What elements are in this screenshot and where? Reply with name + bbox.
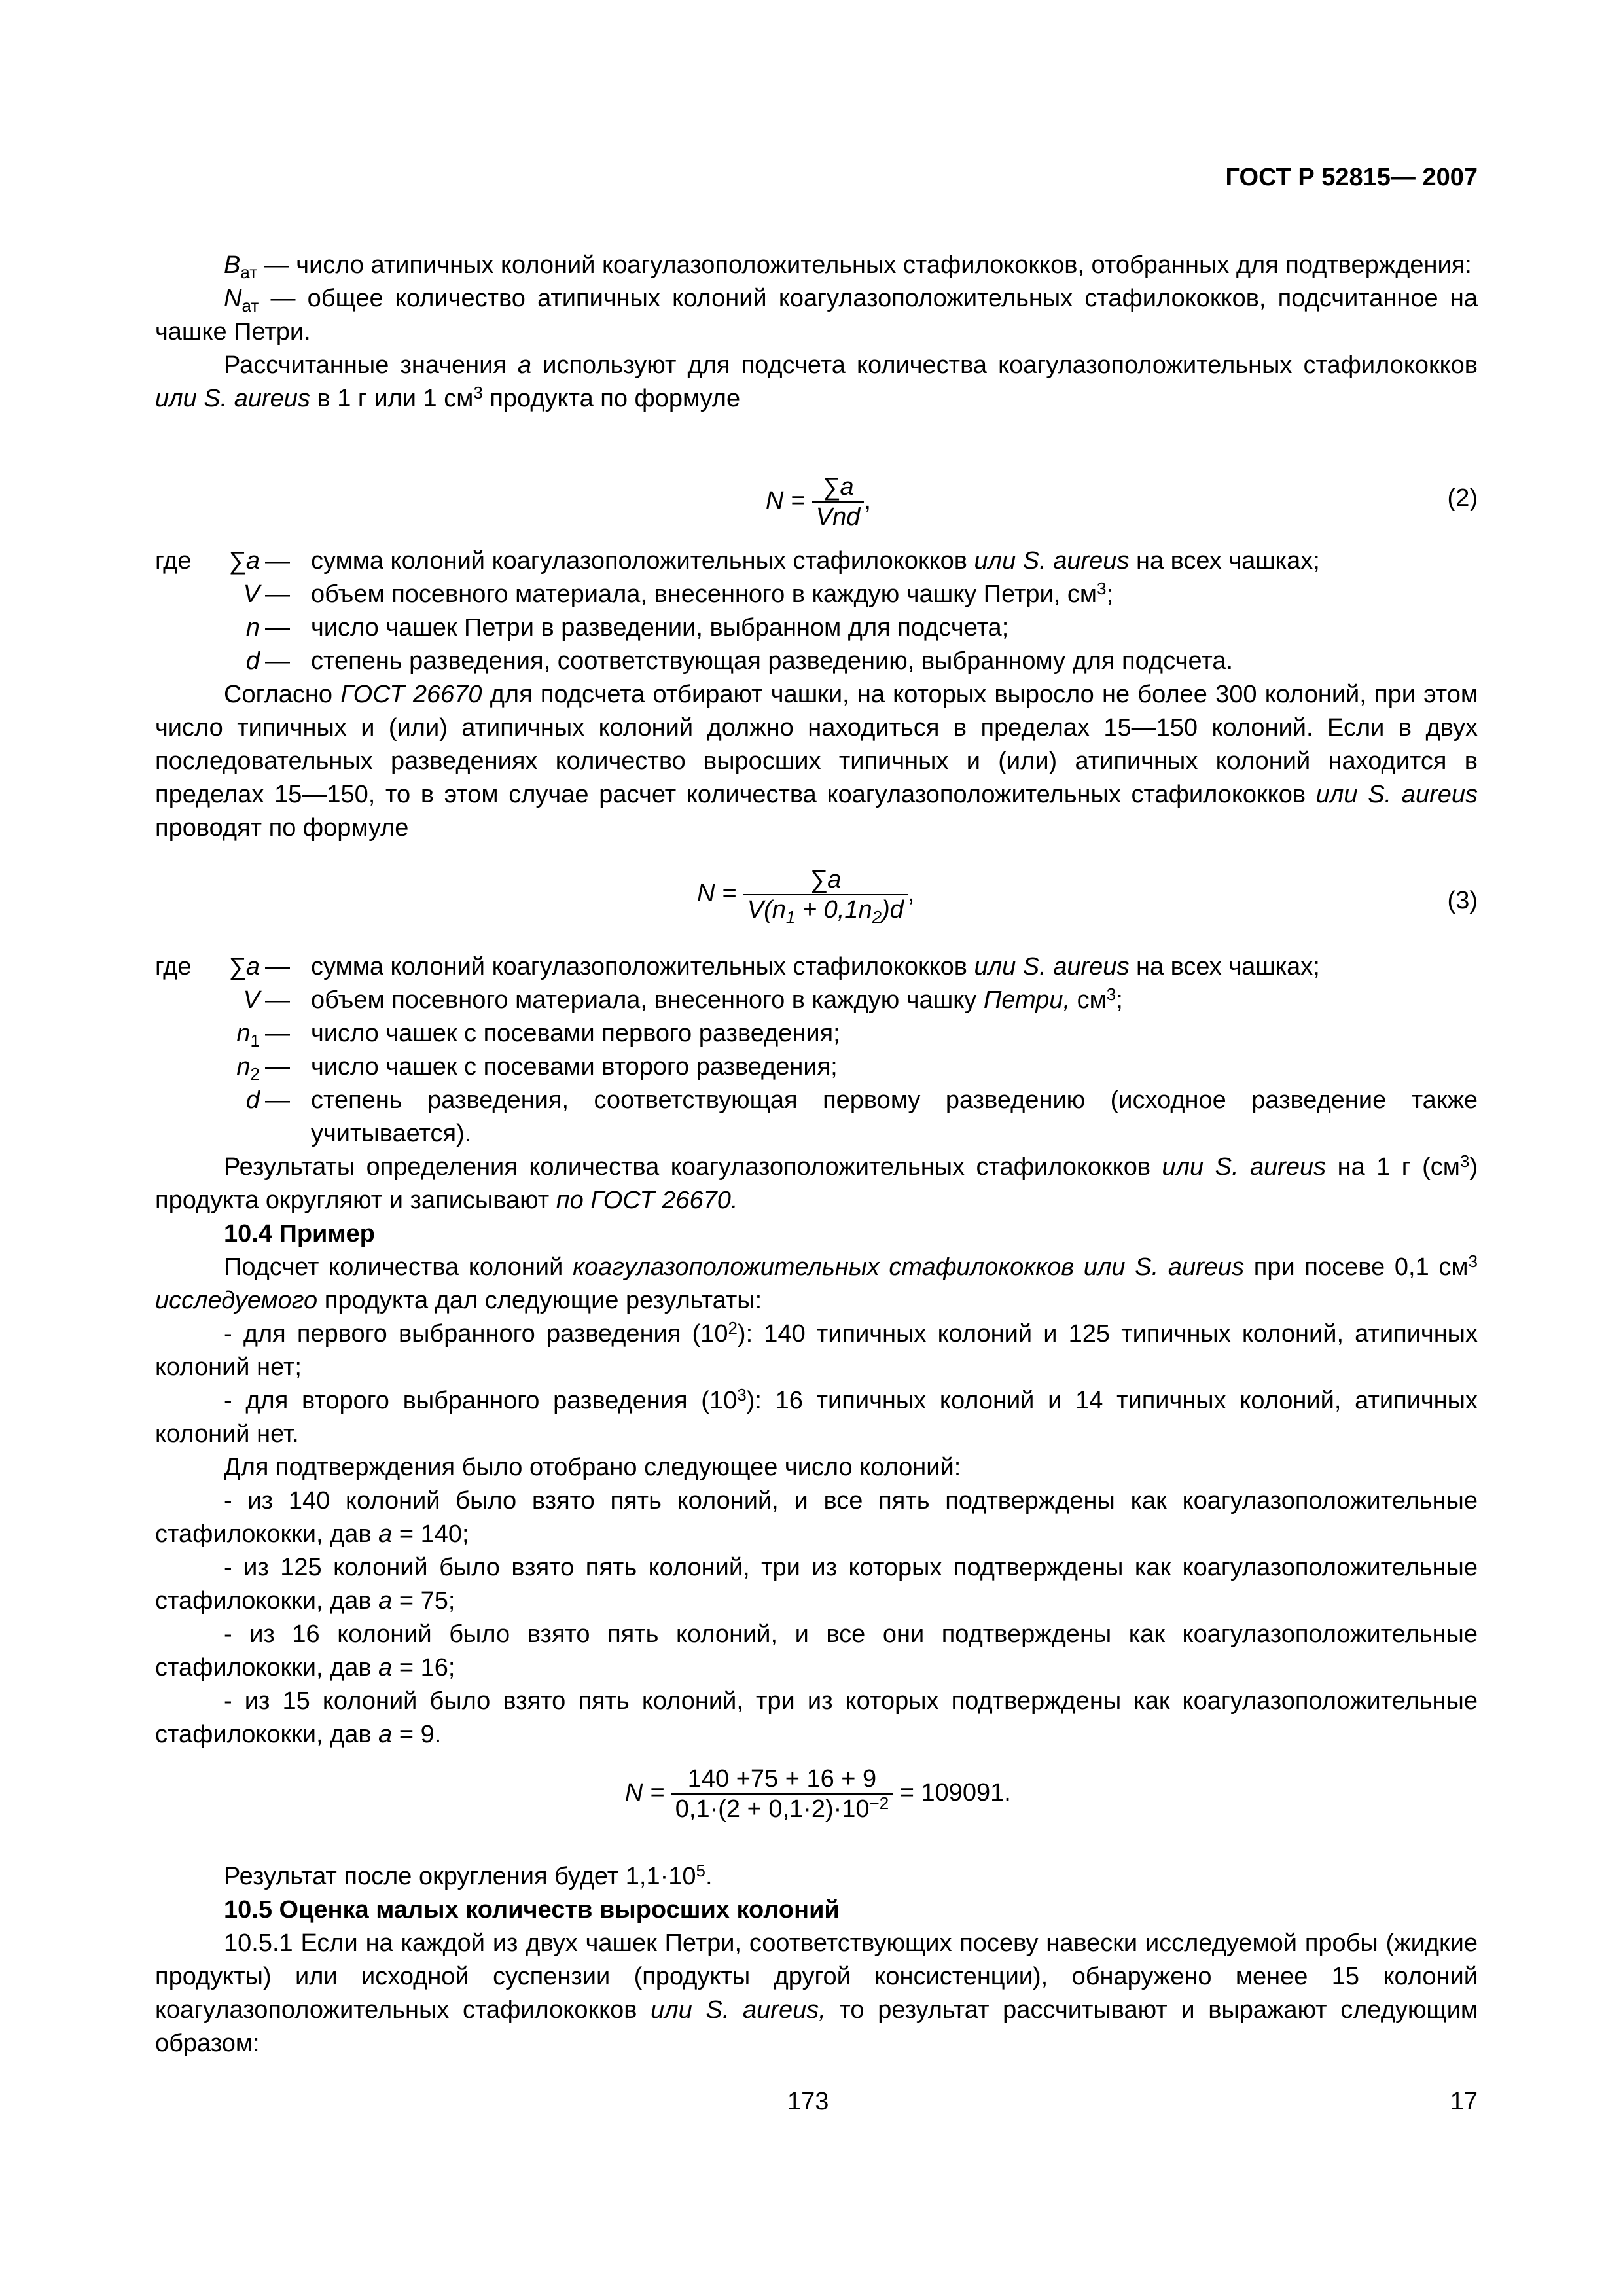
def-row: d — степень разведения, соответствующая разведению, выбранному для подсчета. [245, 647, 1234, 675]
b-definition: $B_{ат}$ — число атипичных колоний коагулазоположительных стафилококков, отобранных для подтверждения: [224, 251, 1472, 282]
results-and-example [155, 1151, 1478, 1751]
results-paragraph: Результаты определения количества коагулазоположительных стафилококков или S. aureus на 1 г $(см^3)$ продукта округляют и записывают по ГОСТ 26670. [155, 1151, 1478, 1214]
formula-3: N = $\frac{\sum а}{V(n_1 + 0,1n_2)d}$ , [697, 866, 915, 927]
example-bullet: - для первого выбранного разведения $(10^2)$: 140 типичных колоний и 125 типичных колоний, атипичных колоний нет; [155, 1318, 1478, 1381]
example-heading: 10.4 Пример [224, 1220, 375, 1247]
section-paragraph: 10.5.1 Если на каждой из двух чашек Петри, соответствующих посеву навески исследуемой пробы (жидкие продукты) или исходной суспензии (продукты другой консистенции), обнаружено менее 15 колоний коагулазоположительных стафилококков или S. aureus, то результат рассчитывают и выражают следующим образом: [155, 1929, 1478, 2057]
example-intro: Подсчет количества колоний коагулазоположительных стафилококков или S. aureus при посеве 0,1 $см^3$ исследуемого продукта дал следующие результаты: [155, 1251, 1478, 1314]
def-row: V — объем посевного материала, внесенного в каждую чашку Петри, $см^3$; [243, 984, 1123, 1014]
standard-header: ГОСТ Р 52815— 2007 [1225, 164, 1478, 191]
formula-2: N = $\frac{\sum а}{\text{Vnd}}$ , [766, 473, 871, 531]
def-row: где ∑а — сумма колоний коагулазоположительных стафилококков или S. aureus на всех чашках; [155, 547, 1320, 575]
confirm-line: Для подтверждения было отобрано следующее число колоний: [224, 1454, 961, 1481]
rounded-result: Результат после округления будет $1,1\cdot 10^5$. [224, 1861, 713, 1890]
page-number-center: 173 [787, 2088, 829, 2115]
gost-paragraph: Согласно ГОСТ 26670 для подсчета отбирают чашки, на которых выросло не более 300 колоний, при этом число типичных и (или) атипичных колоний должно находиться в пределах 15—150 колоний. Если в двух последовательных разведениях количество выросших типичных и (или) атипичных колоний находится в пределах 15—150, то в этом случае расчет количества коагулазоположительных стафилококков или S. aureus проводят по формуле [155, 681, 1478, 842]
defs-formula-3 [155, 950, 1478, 1151]
formula-3-number: (3) [1447, 887, 1478, 914]
calc-paragraph: Рассчитанные значения а используют для подсчета количества коагулазоположительных стафилококков или S. aureus в 1 г или 1 $см^3$ продукта по формуле [155, 351, 1478, 412]
page-number-right: 17 [1450, 2088, 1478, 2115]
section-10-5 [155, 1860, 1478, 2060]
confirm-item: - из 125 колоний было взято пять колоний, три из которых подтверждены как коагулазоположительные стафилококки, дав а = 75; [155, 1554, 1478, 1615]
def-row: где ∑а — сумма колоний коагулазоположительных стафилококков или S. aureus на всех чашках; [155, 953, 1320, 980]
confirm-item: - из 140 колоний было взято пять колоний, и все пять подтверждены как коагулазоположительные стафилококки, дав а = 140; [155, 1487, 1478, 1548]
def-row: n — число чашек Петри в разведении, выбранном для подсчета; [245, 614, 1009, 641]
def-row: V — объем посевного материала, внесенного в каждую чашку Петри, $см^3$; [243, 579, 1114, 608]
formula-2-number: (2) [1447, 484, 1478, 512]
def-row: d — степень разведения, соответствующая первому разведению (исходное разведение также учитывается). [245, 1086, 1478, 1147]
defs-formula-2 [155, 545, 1478, 678]
example-bullet: - для второго выбранного разведения $(10^3)$: 16 типичных колоний и 14 типичных колоний, атипичных колоний нет. [155, 1385, 1478, 1448]
confirm-item: - из 16 колоний было взято пять колоний, и все они подтверждены как коагулазоположительные стафилококки, дав а = 16; [155, 1621, 1478, 1681]
formula-example: N = $\frac{140 +75 + 16 + 9}{0,1\cdot(2 + 0,1\cdot 2)\cdot 10^{-2}}$ = 109091. [625, 1765, 1011, 1823]
section-heading: 10.5 Оценка малых количеств выросших колоний [224, 1896, 840, 1924]
confirm-item: - из 15 колоний было взято пять колоний, три из которых подтверждены как коагулазоположительные стафилококки, дав а = 9. [155, 1687, 1478, 1748]
n-definition: $N_{ат}$ — общее количество атипичных колоний коагулазоположительных стафилококков, подсчитанное на чашке Петри. [155, 285, 1478, 346]
def-row: $n_1$ — число чашек с посевами первого разведения; [236, 1020, 840, 1050]
intro-block [155, 249, 1478, 416]
def-row: $n_2$ — число чашек с посевами второго разведения; [236, 1053, 838, 1084]
